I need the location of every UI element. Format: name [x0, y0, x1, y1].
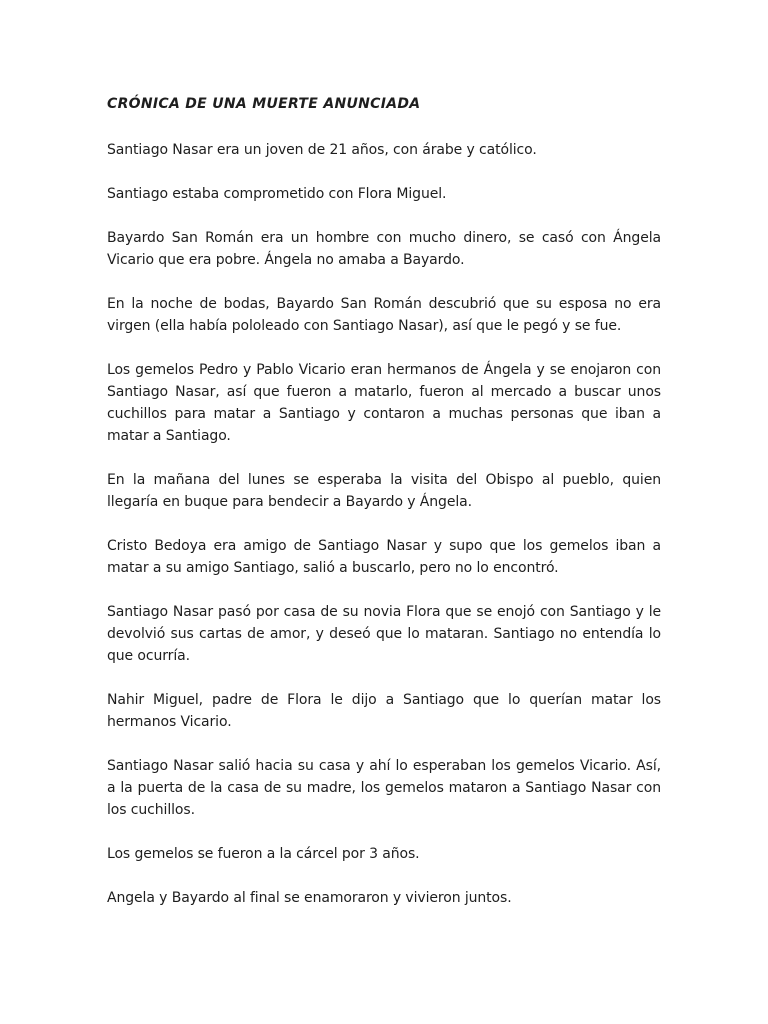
paragraph: Los gemelos Pedro y Pablo Vicario eran hermanos de Ángela y se enojaron con Santiago Nasar, así que fueron a matarlo, fueron al mercado a buscar unos cuchillos para matar a Santiago y contaron a muchas personas que iban a matar a Santiago. — [107, 362, 661, 444]
paragraph: Bayardo San Román era un hombre con mucho dinero, se casó con Ángela Vicario que era pobre. Ángela no amaba a Bayardo. — [107, 230, 661, 268]
paragraph: Santiago Nasar era un joven de 21 años, con árabe y católico. — [107, 142, 537, 158]
paragraph: Santiago Nasar salió hacia su casa y ahí lo esperaban los gemelos Vicario. Así, a la puerta de la casa de su madre, los gemelos mataron a Santiago Nasar con los cuchillos. — [107, 758, 661, 818]
paragraph: En la mañana del lunes se esperaba la visita del Obispo al pueblo, quien llegaría en buque para bendecir a Bayardo y Ángela. — [107, 472, 661, 510]
paragraph: Nahir Miguel, padre de Flora le dijo a Santiago que lo querían matar los hermanos Vicario. — [107, 692, 661, 730]
paragraph: Santiago Nasar pasó por casa de su novia Flora que se enojó con Santiago y le devolvió sus cartas de amor, y deseó que lo mataran. Santiago no entendía lo que ocurría. — [107, 604, 661, 664]
paragraph: Santiago estaba comprometido con Flora Miguel. — [107, 186, 447, 202]
paragraph: En la noche de bodas, Bayardo San Román descubrió que su esposa no era virgen (ella había pololeado con Santiago Nasar), así que le pegó y se fue. — [107, 296, 661, 334]
paragraph: Cristo Bedoya era amigo de Santiago Nasar y supo que los gemelos iban a matar a su amigo Santiago, salió a buscarlo, pero no lo encontró. — [107, 538, 661, 576]
document-title: CRÓNICA DE UNA MUERTE ANUNCIADA — [107, 96, 421, 112]
document-page — [107, 94, 661, 931]
paragraph: Angela y Bayardo al final se enamoraron y vivieron juntos. — [107, 890, 512, 906]
paragraph: Los gemelos se fueron a la cárcel por 3 años. — [107, 846, 420, 862]
